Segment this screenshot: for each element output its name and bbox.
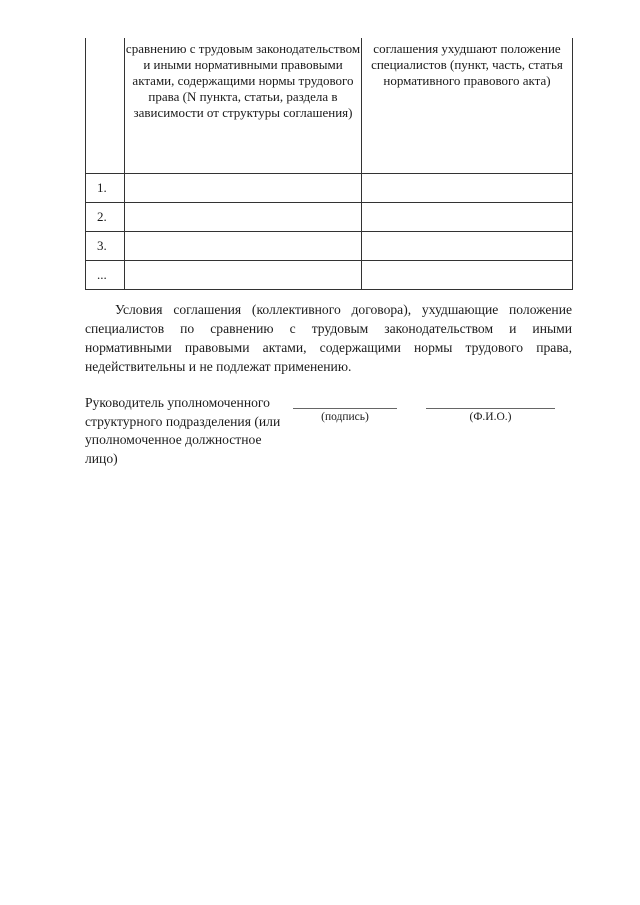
table-row bbox=[86, 232, 573, 261]
signature-label: (подпись) bbox=[321, 411, 369, 423]
header-cell-provisions: сравнению с трудовым законодательством и иными нормативными правовыми актами, содержащими нормы трудового права (N пункта, статьи, раздела в зависимости от структуры соглашения) bbox=[125, 38, 362, 174]
conditions-paragraph: Условия соглашения (коллективного договора), ухудшающие положение специалистов по сравнению с трудовым законодательством и иными нормативными правовыми актами, содержащими нормы трудового права, недействительны и не подлежат применению. bbox=[85, 302, 572, 374]
header-cell-worsening: соглашения ухудшают положение специалистов (пункт, часть, статья нормативного правового акта) bbox=[362, 38, 573, 174]
table-row bbox=[86, 174, 573, 203]
agreement-table bbox=[85, 38, 573, 290]
row-cell bbox=[125, 174, 362, 203]
signature-line bbox=[293, 408, 397, 409]
row-number: 1. bbox=[86, 174, 125, 203]
row-cell bbox=[362, 174, 573, 203]
row-cell bbox=[125, 232, 362, 261]
row-number: 2. bbox=[86, 203, 125, 232]
row-number: 3. bbox=[86, 232, 125, 261]
row-number: ... bbox=[86, 261, 125, 290]
row-cell bbox=[362, 203, 573, 232]
table-row bbox=[86, 203, 573, 232]
header-cell-number bbox=[86, 38, 125, 174]
row-cell bbox=[125, 203, 362, 232]
name-line bbox=[426, 408, 555, 409]
table-row bbox=[86, 261, 573, 290]
name-label: (Ф.И.О.) bbox=[469, 411, 512, 423]
row-cell bbox=[362, 232, 573, 261]
signatory-title: Руководитель уполномоченного структурного подразделения (или уполномоченное должностное лицо) bbox=[85, 395, 281, 466]
row-cell bbox=[125, 261, 362, 290]
row-cell bbox=[362, 261, 573, 290]
table-header-row bbox=[86, 38, 573, 174]
